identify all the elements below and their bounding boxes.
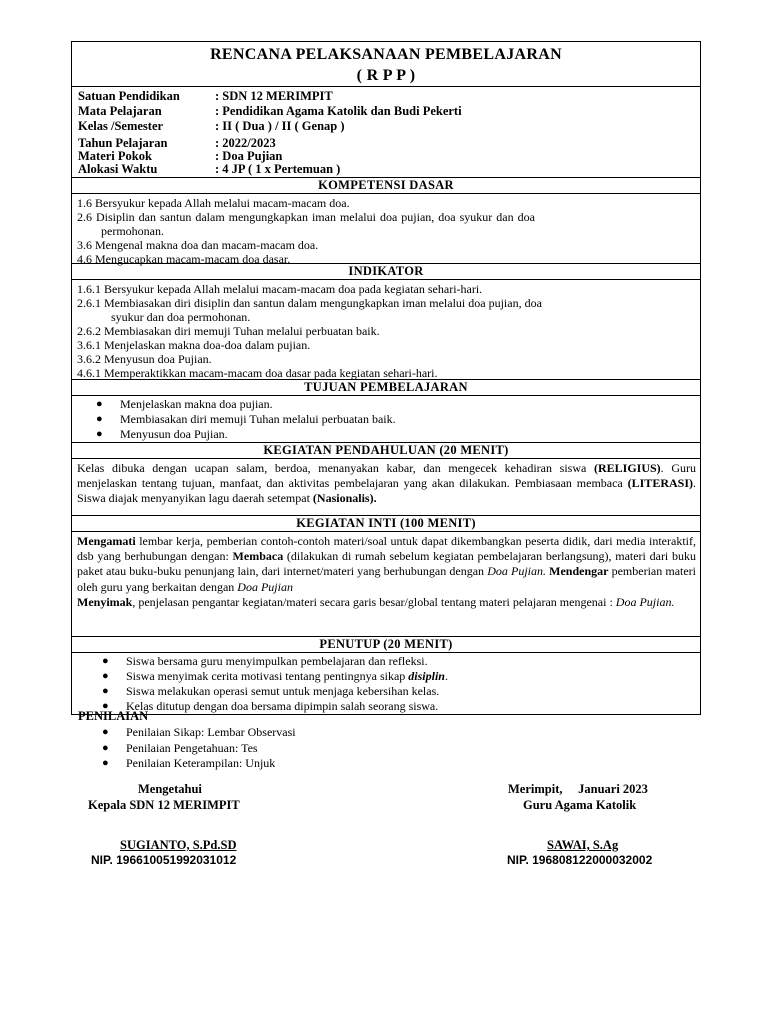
title-line-2: ( R P P ): [356, 67, 416, 84]
kompetensi-header: KOMPETENSI DASAR: [72, 178, 700, 194]
identity-row: Materi Pokok : Doa Pujian: [78, 149, 283, 163]
indikator-list: [72, 280, 700, 380]
list-item: ● Menyusun doa Pujian.: [96, 427, 228, 441]
list-item: 2.6 Disiplin dan santun dalam mengungkapkan iman melalui doa pujian, doa syukur dan doa permohonan.: [77, 210, 535, 238]
penilaian-header: PENILAIAN: [78, 709, 149, 723]
signature-left-nip: NIP. 196610051992031012: [91, 853, 237, 867]
identity-row: Kelas /Semester : II ( Dua ) / II ( Genap ): [78, 119, 345, 133]
penutup-header: PENUTUP (20 MENIT): [72, 637, 700, 653]
bullet-icon: ●: [102, 685, 109, 697]
title-line-1: RENCANA PELAKSANAAN PEMBELAJARAN: [210, 46, 562, 63]
document-title: [72, 42, 700, 87]
rpp-document: [71, 41, 701, 715]
identity-block: [72, 87, 700, 178]
signature-right-nip: NIP. 196808122000032002: [507, 853, 653, 867]
kompetensi-list: [72, 194, 700, 264]
list-item: 1.6.1 Bersyukur kepada Allah melalui macam-macam doa pada kegiatan sehari-hari.: [77, 282, 483, 296]
signature-left-name: SUGIANTO, S.Pd.SD: [120, 838, 237, 852]
mengamati-paragraph: Mengamati lembar kerja, pemberian contoh-contoh materi/soal untuk dapat dikembangkan peserta didik, dari media interaktif, dsb yang berhubungan dengan: Membaca (dilakukan di rumah sebelum kegiatan pembelajaran berlangsung), materi dari buku paket atau buku-buku penunjang lain, dari internet/materi yang berhubungan dengan Doa Pujian. Mendengar pemberian materi oleh guru yang berkaitan dengan Doa Pujian: [77, 534, 697, 594]
list-item: ● Membiasakan diri memuji Tuhan melalui perbuatan baik.: [96, 412, 396, 426]
pendahuluan-text: Kelas dibuka dengan ucapan salam, berdoa, menanyakan kabar, dan mengecek kehadiran siswa (RELIGIUS). Guru menjelaskan tentang tujuan, manfaat, dan aktivitas pembelajaran yang akan dilakukan. Pembiasaan membaca (LITERASI). Siswa diajak menyanyikan lagu daerah setempat (Nasionalis).: [72, 459, 700, 516]
list-item: 4.6 Mengucapkan macam-macam doa dasar.: [77, 252, 291, 266]
list-item: 3.6.2 Menyusun doa Pujian.: [77, 352, 212, 366]
bullet-icon: ●: [96, 413, 103, 425]
list-item: ● Kelas ditutup dengan doa bersama dipimpin salah seorang siswa.: [102, 699, 439, 713]
tujuan-header: TUJUAN PEMBELAJARAN: [72, 380, 700, 396]
list-item: 2.6.1 Membiasakan diri disiplin dan santun dalam mengungkapkan iman melalui doa pujian, doa syukur dan doa permohonan.: [77, 296, 542, 324]
list-item: ● Siswa bersama guru menyimpulkan pembelajaran dan refleksi.: [102, 654, 428, 668]
signature-left-title: Mengetahui: [138, 782, 202, 796]
penutup-list: [72, 653, 700, 714]
signature-right-name: SAWAI, S.Ag: [547, 838, 619, 852]
indikator-header: INDIKATOR: [72, 264, 700, 280]
signature-right-place-date: Merimpit, Januari 2023: [508, 782, 648, 796]
bullet-icon: ●: [102, 757, 109, 769]
menyimak-paragraph: Menyimak, penjelasan pengantar kegiatan/materi secara garis besar/global tentang materi pelajaran mengenai : Doa Pujian.: [77, 594, 675, 609]
list-item: ● Siswa menyimak cerita motivasi tentang pentingnya sikap disiplin.: [102, 669, 448, 683]
list-item: 3.6.1 Menjelaskan makna doa-doa dalam pujian.: [77, 338, 311, 352]
signature-right-role: Guru Agama Katolik: [523, 798, 637, 812]
bullet-icon: ●: [96, 428, 103, 440]
inti-header: KEGIATAN INTI (100 MENIT): [72, 516, 700, 532]
inti-text: [72, 532, 700, 637]
bullet-icon: ●: [102, 741, 109, 754]
pendahuluan-header: KEGIATAN PENDAHULUAN (20 MENIT): [72, 443, 700, 459]
penilaian-section: [78, 709, 296, 772]
list-item: 1.6 Bersyukur kepada Allah melalui macam-macam doa.: [77, 196, 350, 210]
list-item: ● Penilaian Keterampilan: Unjuk: [102, 756, 276, 770]
bullet-icon: ●: [102, 670, 109, 682]
list-item: 2.6.2 Membiasakan diri memuji Tuhan melalui perbuatan baik.: [77, 324, 380, 338]
identity-row: Satuan Pendidikan : SDN 12 MERIMPIT: [78, 89, 333, 103]
identity-row: Tahun Pelajaran : 2022/2023: [78, 136, 276, 150]
list-item: ● Penilaian Sikap: Lembar Observasi: [102, 725, 296, 739]
bullet-icon: ●: [102, 700, 109, 712]
list-item: ● Penilaian Pengetahuan: Tes: [102, 740, 258, 755]
list-item: ● Siswa melakukan operasi semut untuk menjaga kebersihan kelas.: [102, 684, 440, 698]
bullet-icon: ●: [102, 655, 109, 667]
list-item: 4.6.1 Memperaktikkan macam-macam doa dasar pada kegiatan sehari-hari.: [77, 366, 438, 380]
bullet-icon: ●: [102, 726, 109, 738]
tujuan-list: [72, 396, 700, 443]
identity-row: Mata Pelajaran : Pendidikan Agama Katolik dan Budi Pekerti: [78, 104, 462, 118]
identity-row: Alokasi Waktu : 4 JP ( 1 x Pertemuan ): [78, 162, 341, 176]
list-item: ● Menjelaskan makna doa pujian.: [96, 397, 273, 411]
signature-left-role: Kepala SDN 12 MERIMPIT: [88, 798, 240, 812]
bullet-icon: ●: [96, 398, 103, 410]
list-item: 3.6 Mengenal makna doa dan macam-macam doa.: [77, 238, 319, 252]
